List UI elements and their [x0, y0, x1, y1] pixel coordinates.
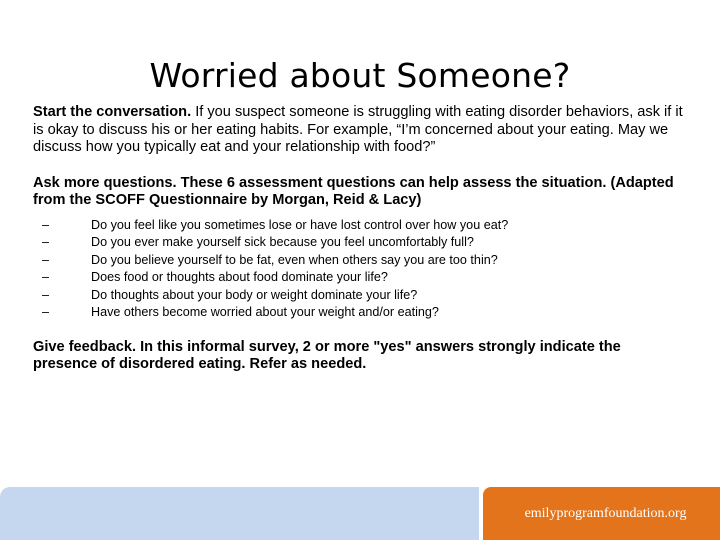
- list-item: [33, 252, 688, 270]
- bullet-dash: –: [42, 270, 50, 284]
- question-text: Do you ever make yourself sick because you feel uncomfortably full?: [91, 235, 474, 249]
- slide-title: Worried about Someone?: [149, 56, 571, 96]
- list-item: [33, 304, 688, 322]
- question-text: Do you feel like you sometimes lose or have lost control over how you eat?: [91, 217, 509, 232]
- question-text: Have others become worried about your weight and/or eating?: [91, 305, 439, 319]
- bullet-dash: –: [42, 235, 50, 249]
- question-text: Do thoughts about your body or weight dominate your life?: [91, 287, 418, 302]
- list-item: [33, 269, 688, 287]
- paragraph-text: If you suspect someone is struggling with eating disorder behaviors, ask if it is okay to discuss his or her eating habits. For example, “I’m concerned about your eating. May we discuss how you typically eat and your relationship with food?”: [33, 104, 683, 155]
- bullet-dash: –: [42, 217, 50, 232]
- list-item: [33, 287, 688, 305]
- list-item: [33, 217, 688, 235]
- assessment-question-list: [33, 217, 688, 322]
- paragraph-start-conversation: [33, 104, 688, 157]
- bullet-dash: –: [42, 252, 50, 267]
- bullet-dash: –: [42, 305, 50, 319]
- footer-website: [483, 487, 720, 540]
- paragraph-ask-questions: [33, 175, 688, 210]
- question-text: Does food or thoughts about food dominate your life?: [91, 270, 388, 284]
- footer-blue-bar: [0, 487, 479, 540]
- slide-body: [33, 104, 688, 374]
- question-text: Do you believe yourself to be fat, even when others say you are too thin?: [91, 252, 498, 267]
- website-label: emilyprogramfoundation.org: [524, 505, 687, 521]
- paragraph-give-feedback: [33, 339, 688, 374]
- paragraph-lead: Ask more questions. These 6 assessment questions can help assess the situation. (Adapted from the SCOFF Questionnaire by Morgan, Reid & Lacy): [33, 174, 674, 208]
- paragraph-lead: Give feedback. In this informal survey, 2 or more "yes" answers strongly indicate the presence of disordered eating. Refer as needed.: [33, 338, 621, 372]
- list-item: [33, 234, 688, 252]
- paragraph-lead: Start the conversation.: [33, 104, 192, 120]
- bullet-dash: –: [42, 287, 50, 302]
